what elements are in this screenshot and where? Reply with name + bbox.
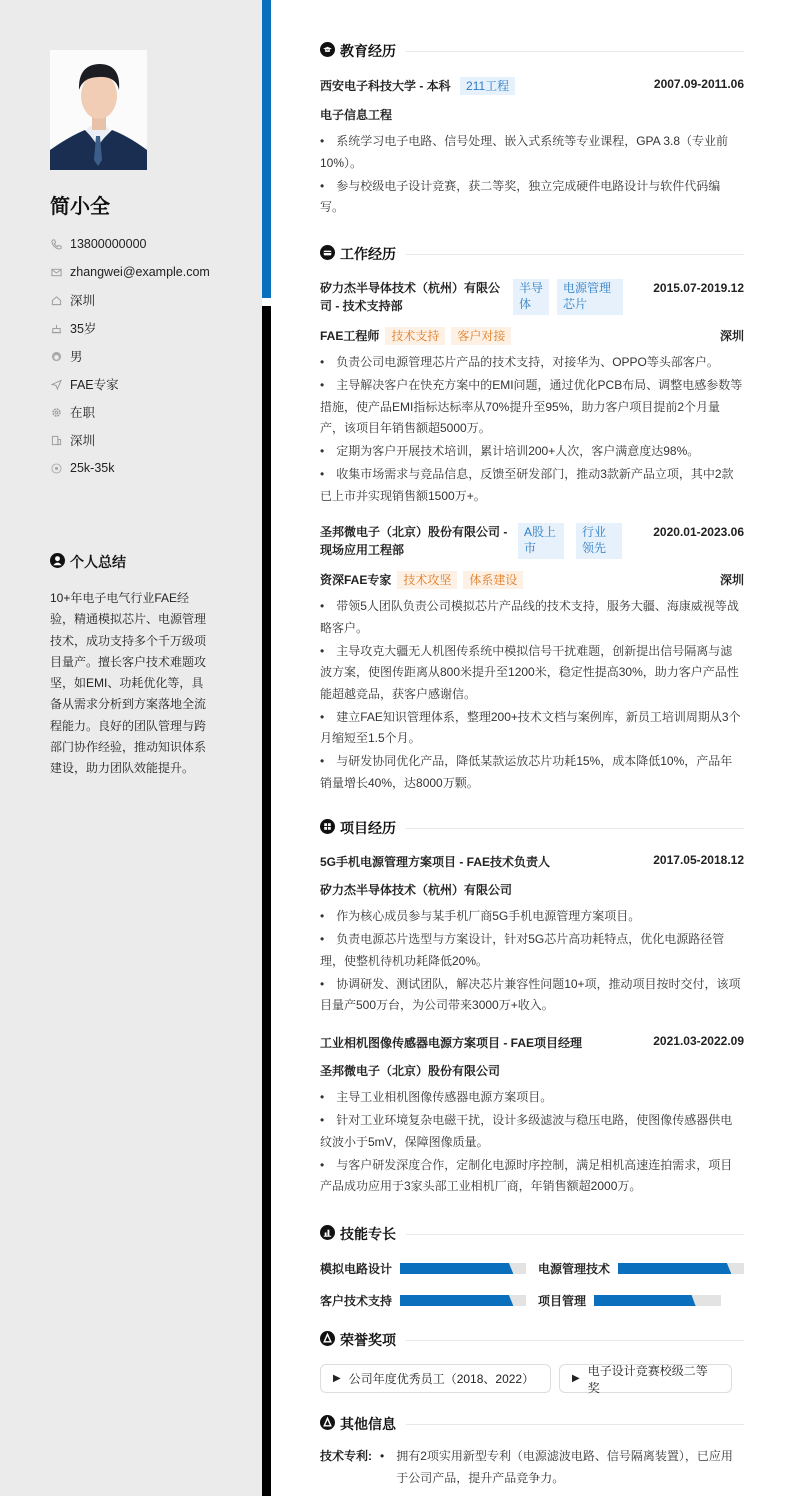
contact-phone: 13800000000 bbox=[50, 230, 210, 258]
candidate-name: 简小全 bbox=[50, 196, 110, 218]
triangle-icon: ▶ bbox=[572, 1373, 580, 1384]
education-tag: 211工程 bbox=[460, 77, 515, 95]
contact-home: 深圳 bbox=[50, 286, 210, 314]
education-header: 西安电子科技大学 - 本科 211工程 2007.09-2011.06 bbox=[320, 77, 744, 93]
contact-list bbox=[50, 230, 210, 482]
gender-icon bbox=[50, 350, 62, 362]
projects-heading: 项目经历 bbox=[320, 818, 744, 838]
award-icon bbox=[320, 1331, 335, 1349]
grid-icon bbox=[320, 819, 335, 837]
other-heading: 其他信息 bbox=[320, 1414, 744, 1434]
project-2-header: 工业相机图像传感器电源方案项目 - FAE项目经理 2021.03-2022.09 bbox=[320, 1034, 744, 1050]
send-icon bbox=[50, 378, 62, 390]
cake-icon bbox=[50, 322, 62, 334]
skill-bar bbox=[594, 1295, 721, 1306]
contact-salary: 25k-35k bbox=[50, 454, 210, 482]
skill-bar bbox=[618, 1263, 744, 1274]
job-2-role: 资深FAE专家 技术攻坚 体系建设 深圳 bbox=[320, 573, 744, 587]
skill-bar bbox=[400, 1295, 526, 1306]
contact-gender: 男 bbox=[50, 342, 210, 370]
job-1-header: 矽力杰半导体技术（杭州）有限公司 - 技术支持部 半导体 电源管理芯片 2015.07-2019.12 bbox=[320, 281, 744, 313]
user-icon bbox=[50, 553, 65, 571]
skill-bar bbox=[400, 1263, 526, 1274]
sidebar bbox=[0, 0, 262, 1496]
skill-power-management: 电源管理技术 bbox=[538, 1260, 744, 1277]
contact-status: 在职 bbox=[50, 398, 210, 426]
gear-icon bbox=[50, 406, 62, 418]
skill-project-management: 项目管理 bbox=[538, 1292, 721, 1309]
summary-heading: 个人总结 bbox=[50, 552, 126, 572]
project-2-bullets: • 主导工业相机图像传感器电源方案项目。 • 针对工业环境复杂电磁干扰，设计多级滤波与稳压电路，使图像传感器供电纹波小于5mV，保障图像质量。 • 与客户研发深度合作，定制化电源时序控制，满足相机高速连拍需求，项目产品成功应用于3家头部工业相机厂商，年销售额超2000万。 bbox=[320, 1087, 744, 1199]
salary-icon bbox=[50, 462, 62, 474]
job-1-role: FAE工程师 技术支持 客户对接 深圳 bbox=[320, 329, 744, 343]
project-1-company: 矽力杰半导体技术（杭州）有限公司 bbox=[320, 883, 513, 897]
work-heading: 工作经历 bbox=[320, 244, 744, 264]
job-2-header: 圣邦微电子（北京）股份有限公司 - 现场应用工程部 A股上市 行业领先 2020.01-2023.06 bbox=[320, 525, 744, 557]
education-major: 电子信息工程 bbox=[320, 108, 393, 122]
briefcase-icon bbox=[320, 245, 335, 263]
avatar-photo bbox=[50, 50, 147, 170]
contact-email: zhangwei@example.com bbox=[50, 258, 210, 286]
contact-city: 深圳 bbox=[50, 426, 210, 454]
skills-heading: 技能专长 bbox=[320, 1224, 744, 1244]
award-item: ▶ 公司年度优秀员工（2018、2022） bbox=[320, 1364, 551, 1393]
education-heading: 教育经历 bbox=[320, 41, 744, 61]
accent-bar-blue bbox=[262, 0, 271, 298]
other-patent: 技术专利: • 拥有2项实用新型专利（电源滤波电路、信号隔离装置），已应用于公司产品，提升产品竞争力。 bbox=[320, 1449, 733, 1485]
education-bullets: • 系统学习电子电路、信号处理、嵌入式系统等专业课程，GPA 3.8（专业前10%）。 • 参与校级电子设计竞赛，获二等奖，独立完成硬件电路设计与软件代码编写。 bbox=[320, 131, 744, 220]
job-1-bullets: • 负责公司电源管理芯片产品的技术支持，对接华为、OPPO等头部客户。 • 主导解决客户在快充方案中的EMI问题，通过优化PCB布局、调整电感参数等措施，使产品EMI指标达标率从70%提升至95%，助力客户项目提前2个月量产，该项目年销售额超5000万。 • 定期为客户开展技术培训，累计培训200+人次，客户满意度达98%。 • 收集市场需求与竞品信息，反馈至研发部门，推动3款新产品立项，其中2款已上市并实现销售额1500万+。 bbox=[320, 352, 744, 509]
mail-icon bbox=[50, 266, 62, 278]
contact-position: FAE专家 bbox=[50, 370, 210, 398]
awards-heading: 荣誉奖项 bbox=[320, 1330, 744, 1350]
award-item: ▶ 电子设计竞赛校级二等奖 bbox=[559, 1364, 732, 1393]
contact-age: 35岁 bbox=[50, 314, 210, 342]
skill-analog-circuit: 模拟电路设计 bbox=[320, 1260, 526, 1277]
summary-text: 10+年电子电气行业FAE经验，精通模拟芯片、电源管理技术，成功支持多个千万级项目量产。擅长客户技术难题攻坚，如EMI、功耗优化等，具备从需求分析到方案落地全流程能力。良好的团队管理与跨部门协作经验，推动知识体系建设，助力团队效能提升。 bbox=[50, 591, 207, 776]
skill-customer-support: 客户技术支持 bbox=[320, 1292, 526, 1309]
phone-icon bbox=[50, 238, 62, 250]
project-1-header: 5G手机电源管理方案项目 - FAE技术负责人 2017.05-2018.12 bbox=[320, 853, 744, 869]
home-icon bbox=[50, 294, 62, 306]
info-icon bbox=[320, 1415, 335, 1433]
accent-bar-black bbox=[262, 306, 271, 1496]
chart-icon bbox=[320, 1225, 335, 1243]
graduation-cap-icon bbox=[320, 42, 335, 60]
project-2-company: 圣邦微电子（北京）股份有限公司 bbox=[320, 1064, 501, 1078]
job-2-bullets: • 带领5人团队负责公司模拟芯片产品线的技术支持，服务大疆、海康威视等战略客户。 • 主导攻克大疆无人机图传系统中模拟信号干扰难题，创新提出信号隔离与滤波方案，使图传距离从800米提升至1200米，稳定性提高30%，助力客户产品性能超越竞品，获客户感谢信。 • 建立FAE知识管理体系，整理200+技术文档与案例库，新员工培训周期从3个月缩短至1.5个月。 • 与研发协同优化产品，降低某款运放芯片功耗15%，成本降低10%，产品年销量增长40%，达8000万颗。 bbox=[320, 596, 744, 796]
building-icon bbox=[50, 434, 62, 446]
project-1-bullets: • 作为核心成员参与某手机厂商5G手机电源管理方案项目。 • 负责电源芯片选型与方案设计，针对5G芯片高功耗特点，优化电源路径管理，使整机待机功耗降低20%。 • 协调研发、测试团队，解决芯片兼容性问题10+项，推动项目按时交付，该项目量产500万台，为公司带来3000万+收入。 bbox=[320, 906, 744, 1018]
triangle-icon: ▶ bbox=[333, 1373, 341, 1384]
